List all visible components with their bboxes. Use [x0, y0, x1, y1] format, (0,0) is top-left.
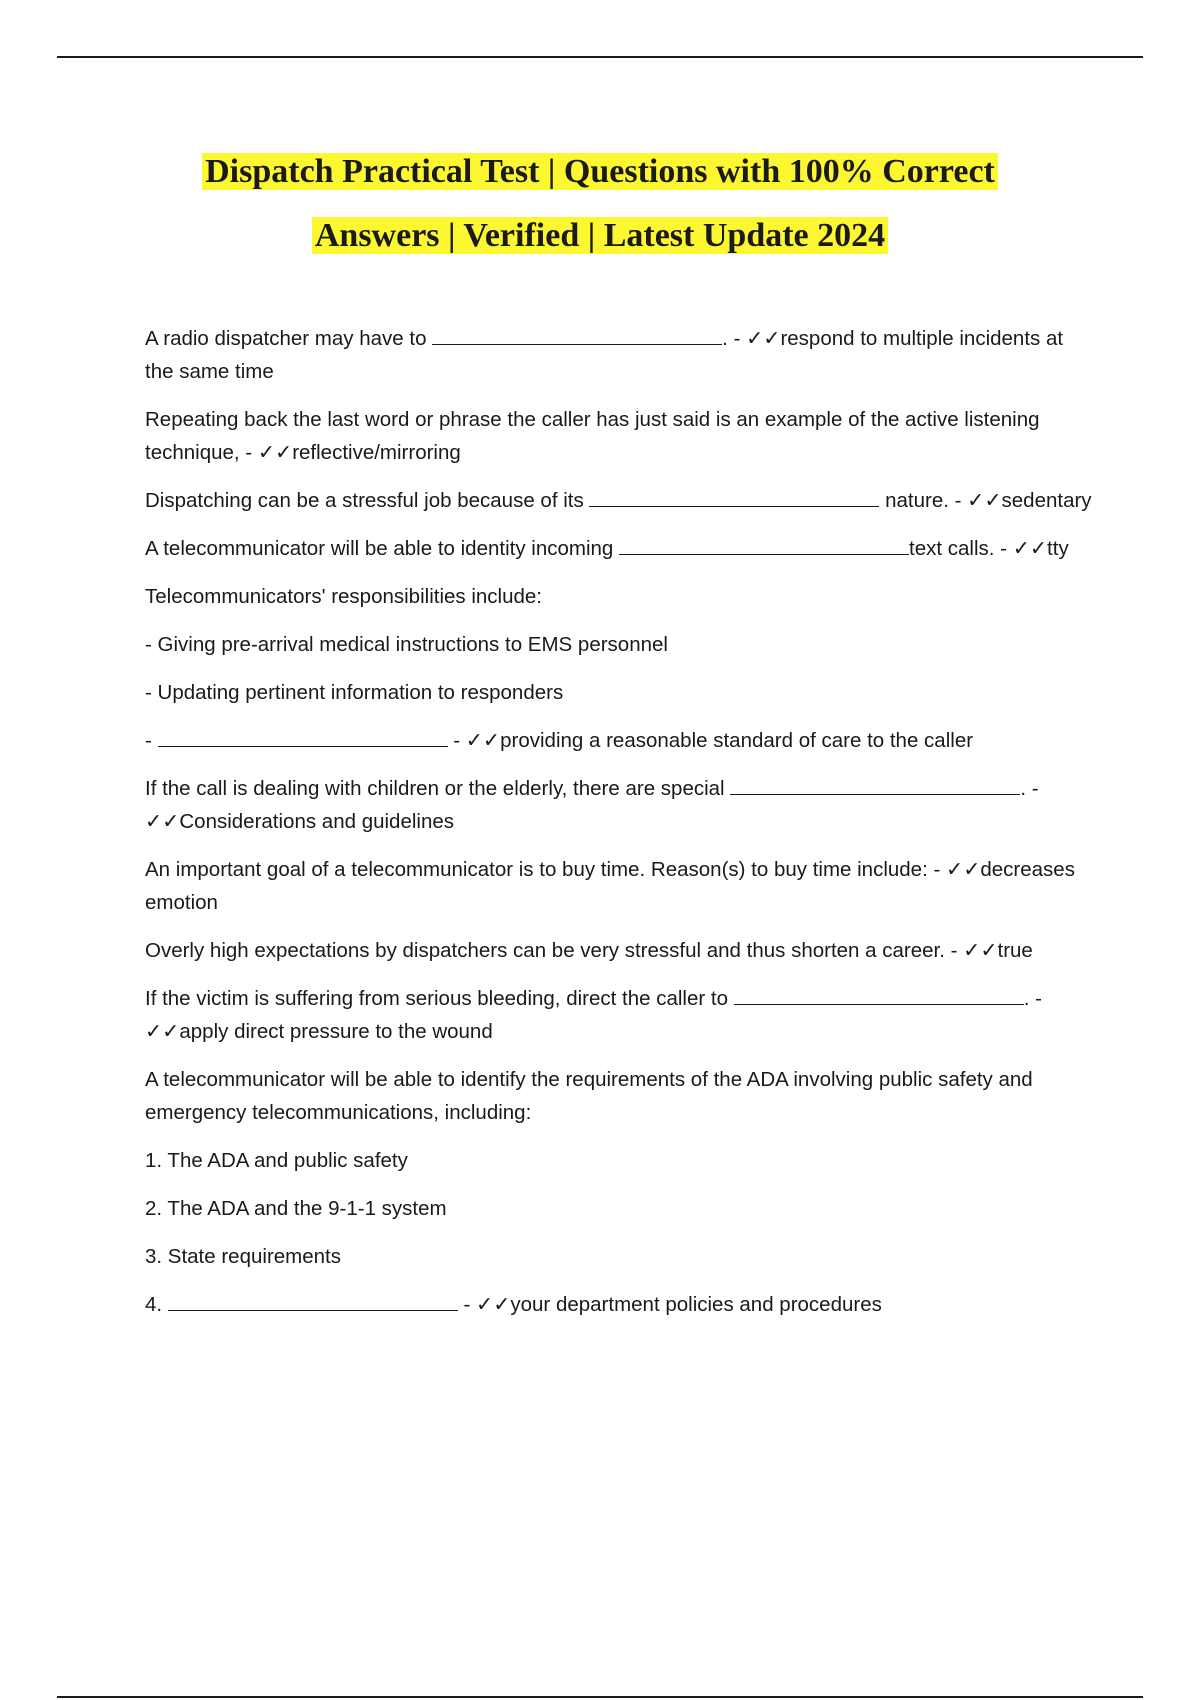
list-item: 3. State requirements	[145, 1245, 341, 1268]
question-list	[145, 322, 1095, 1336]
check-icon: ✓✓	[963, 938, 998, 962]
question-item: Dispatching can be a stressful job because of its nature. - ✓✓sedentary	[145, 488, 1092, 512]
question-item: Overly high expectations by dispatchers can be very stressful and thus shorten a career. - ✓✓true	[145, 938, 1033, 962]
check-icon: ✓✓	[1012, 536, 1048, 560]
question-item: A radio dispatcher may have to . - ✓✓respond to multiple incidents at the same time	[145, 326, 1064, 383]
answer-blank	[734, 984, 1024, 1005]
question-item: An important goal of a telecommunicator is to buy time. Reason(s) to buy time include: - ✓✓decreases emotion	[145, 857, 1075, 914]
answer-text: your department policies and procedures	[510, 1293, 882, 1316]
answer-text: sedentary	[1001, 489, 1092, 512]
question-text: Telecommunicators' responsibilities include:	[145, 585, 543, 608]
list-item: - Updating pertinent information to responders	[145, 681, 564, 704]
question-item: If the victim is suffering from serious bleeding, direct the caller to . - ✓✓apply direct pressure to the wound	[145, 982, 1095, 1048]
answer-blank	[158, 726, 448, 747]
question-item: A telecommunicator will be able to identity incoming text calls. - ✓✓tty	[145, 536, 1069, 560]
top-rule	[57, 56, 1143, 58]
check-icon: ✓✓	[145, 809, 180, 833]
answer-text: apply direct pressure to the wound	[179, 1020, 493, 1043]
list-item: 1. The ADA and public safety	[145, 1149, 408, 1172]
answer-blank	[432, 324, 722, 345]
check-icon: ✓✓	[476, 1292, 511, 1316]
check-icon: ✓✓	[465, 728, 501, 752]
answer-text: tty	[1047, 537, 1069, 560]
answer-text: true	[997, 939, 1033, 962]
answer-text: providing a reasonable standard of care to the caller	[500, 729, 974, 752]
answer-text: reflective/mirroring	[292, 441, 461, 464]
list-item: 2. The ADA and the 9-1-1 system	[145, 1197, 447, 1220]
answer-text: respond to multiple incidents at the same time	[145, 327, 1064, 383]
answer-blank	[168, 1290, 458, 1311]
title-line-2: Answers | Verified | Latest Update 2024	[312, 217, 888, 254]
answer-blank	[589, 486, 879, 507]
question-text: A telecommunicator will be able to identify the requirements of the ADA involving public safety and emergency telecommunications, including:	[145, 1068, 1033, 1124]
question-item: If the call is dealing with children or the elderly, there are special . - ✓✓Considerations and guidelines	[145, 772, 1095, 838]
check-icon: ✓✓	[946, 857, 981, 881]
check-icon: ✓✓	[746, 326, 781, 350]
bottom-rule	[57, 1696, 1143, 1698]
question-item: 4. - ✓✓your department policies and procedures	[145, 1292, 882, 1316]
answer-text: Considerations and guidelines	[179, 810, 455, 833]
answer-blank	[730, 774, 1020, 795]
list-item: - Giving pre-arrival medical instructions to EMS personnel	[145, 633, 668, 656]
answer-blank	[619, 534, 909, 555]
page-title	[60, 140, 1140, 268]
check-icon: ✓✓	[257, 440, 293, 464]
title-line-1: Dispatch Practical Test | Questions with 100% Correct	[202, 153, 998, 190]
question-item: Repeating back the last word or phrase the caller has just said is an example of the active listening technique, - ✓✓reflective/mirroring	[145, 408, 1040, 464]
check-icon: ✓✓	[145, 1019, 180, 1043]
check-icon: ✓✓	[967, 488, 1002, 512]
answer-text: decreases emotion	[145, 858, 1075, 914]
question-item: - - ✓✓providing a reasonable standard of care to the caller	[145, 728, 974, 752]
